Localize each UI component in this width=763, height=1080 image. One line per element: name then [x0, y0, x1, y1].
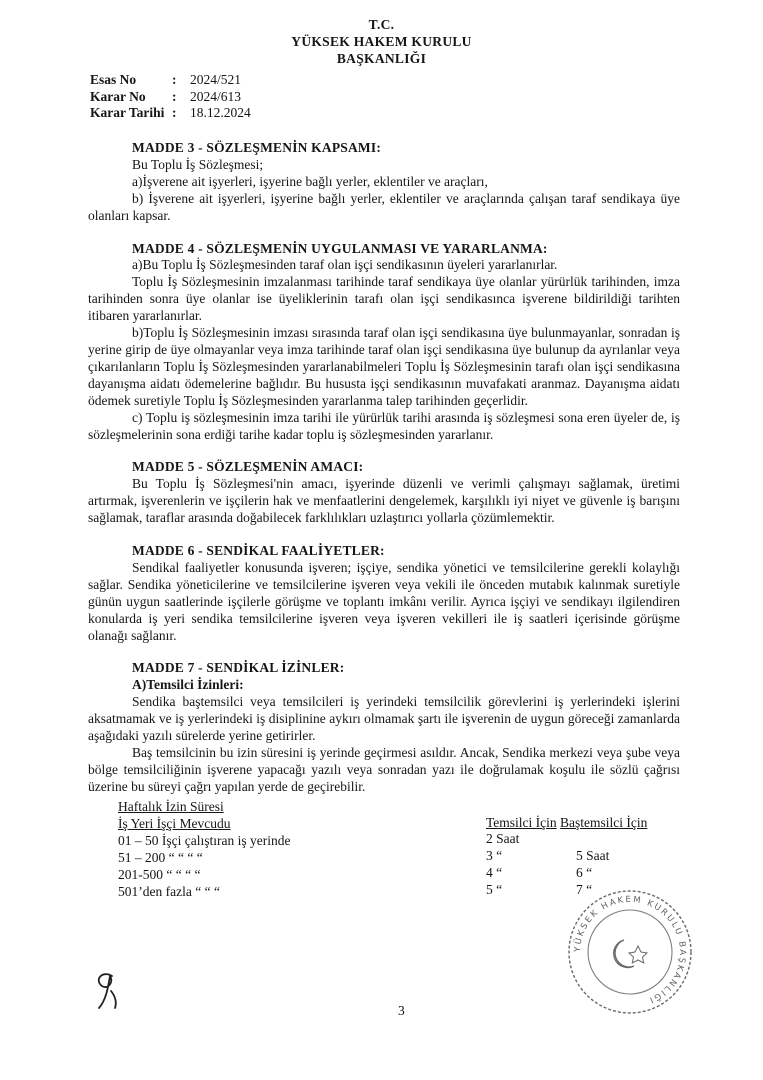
section-title: MADDE 4 - SÖZLEŞMENİN UYGULANMASI VE YARARLANMA: — [132, 240, 548, 256]
table-row-values — [486, 847, 666, 864]
meta-row-karar — [90, 89, 251, 106]
section-madde-6 — [88, 543, 680, 644]
bastemsilci-value: 6 “ — [576, 864, 593, 880]
bastemsilci-value: 7 “ — [576, 881, 593, 897]
section-madde-3 — [88, 140, 680, 225]
table-heading-weekly: Haftalık İzin Süresi — [118, 798, 224, 814]
official-seal-stamp — [566, 888, 694, 1016]
table-row-values — [486, 830, 666, 847]
table-row-values — [486, 864, 666, 881]
paragraph: b) İşverene ait işyerleri, işyerine bağlı yerler, eklentiler ve araçlarında çalışan taraf sendikaya üye olanları kapsar. — [88, 190, 680, 223]
temsilci-value: 2 Saat — [486, 830, 520, 846]
section-title: MADDE 6 - SENDİKAL FAALİYETLER: — [132, 543, 385, 559]
temsilci-value: 3 “ — [486, 847, 503, 863]
paragraph: Bu Toplu İş Sözleşmesi'nin amacı, işyerinde düzenli ve verimli çalışmayı sağlamak, üretimi artırmak, işverenlerin ve işçilerin hak ve menfaatlerini dengelemek, karşılıklı iyi niyet ve güvenle iş barışını sağlamak, taraflar arasında doğabilecek farklılıkları uzlaştırıcı yollarla çözümlemektir. — [88, 476, 680, 526]
table-heading-temsilci: Temsilci İçin — [486, 814, 557, 830]
section-title: MADDE 7 - SENDİKAL İZİNLER: — [132, 660, 345, 676]
paragraph: Toplu İş Sözleşmesinin imzalanması tarihinde taraf sendikaya üye olanlar yürürlük tarihinden, imza tarihinden sonra üye olanlar ise üyeliklerinin tarafı olan işçi sendikasınca işverene bildirildiği tarihten itibaren yararlanırlar. — [88, 274, 680, 324]
meta-row-esas — [90, 72, 251, 89]
header-line-baskanlik: BAŞKANLIĞI — [336, 51, 427, 66]
section-madde-7 — [88, 660, 680, 909]
table-row-label: 51 – 200 “ “ “ “ — [118, 849, 203, 865]
seal-text: YÜKSEK HAKEM KURULU BAŞKANLIĞI — [572, 894, 688, 1006]
tarih-label: Karar Tarihi — [90, 105, 165, 120]
svg-text:YÜKSEK HAKEM KURULU BAŞKANLIĞI — [573, 895, 688, 1005]
tarih-value: 18.12.2024 — [190, 105, 251, 120]
paragraph: a)Bu Toplu İş Sözleşmesinden taraf olan işçi sendikasının üyeleri yararlanırlar. — [132, 257, 558, 273]
karar-label: Karar No — [90, 88, 146, 104]
header-line-kurul: YÜKSEK HAKEM KURULU — [291, 34, 472, 49]
case-meta — [90, 72, 251, 122]
colon: : — [172, 88, 177, 104]
temsilci-value: 4 “ — [486, 864, 503, 880]
colon: : — [172, 72, 177, 87]
temsilci-value: 5 “ — [486, 881, 503, 897]
header-line-tc: T.C. — [368, 17, 395, 32]
subsection-title: A)Temsilci İzinleri: — [132, 677, 244, 693]
paragraph: Bu Toplu İş Sözleşmesi; — [132, 156, 264, 172]
esas-label: Esas No — [90, 72, 137, 87]
paragraph: Sendikal faaliyetler konusunda işveren; işçiye, sendika yönetici ve temsilcilerine gerekli kolaylığı sağlar. Sendika yöneticilerine ve temsilcilerine işveren veya vekili ile önceden mutabık kalınmak suretiyle günün uygun saatlerinde işçilerle görüşme ve toplantı imkânı verilir. Ayrıca işçiyi ve sendikayı ilgilendiren konularda iş yeri sendika temsilcilerine işveren veya işveren vekilleri ile iş saatleri içerisinde görüşme olanağı sağlanır. — [88, 559, 680, 643]
table-heading-workers: İş Yeri İşçi Mevcudu — [118, 815, 231, 831]
document-body — [88, 140, 680, 910]
karar-value: 2024/613 — [190, 88, 242, 104]
page-number: 3 — [398, 1003, 405, 1018]
paragraph: b)Toplu İş Sözleşmesinin imzası sırasında taraf olan işçi sendikasına üye bulunmayanlar, sonradan iş yerine girip de üye olmayanlar veya imza tarihinde taraf olan işçi sendikasına üye bulunup da ayrılanlar veya çıkarılanların Toplu İş Sözleşmesinden yararlanabilmeleri Toplu İş Sözleşmesinin tarafı olan işçi sendikasına dayanışma aidatı ödemelerine bağlıdır. Bu hususta işçi sendikasının muvafakati aranmaz. Dayanışma aidatı ödemek suretiyle Toplu İş Sözleşmesinden yararlanma talep tarihinden geçerlidir. — [88, 325, 680, 408]
paragraph: c) Toplu iş sözleşmesinin imza tarihi ile yürürlük tarihi arasında iş sözleşmesi sona eren üyeler de, iş sözleşmelerinin sona erdiği tarihe kadar toplu iş sözleşmesinden yararlanır. — [88, 409, 680, 442]
section-madde-4 — [88, 241, 680, 444]
section-title: MADDE 5 - SÖZLEŞMENİN AMACI: — [132, 459, 364, 475]
document-header — [0, 16, 763, 67]
bastemsilci-value: 5 Saat — [576, 847, 610, 863]
table-row-label: 01 – 50 İşçi çalıştıran iş yerinde — [118, 832, 291, 848]
table-heading-bastemsilci: Baştemsilci İçin — [560, 814, 648, 830]
leave-table-col-headers — [486, 814, 666, 831]
section-madde-5 — [88, 459, 680, 527]
paragraph: a)İşverene ait işyerleri, işyerine bağlı yerler, eklentiler ve araçları, — [132, 173, 488, 189]
leave-table-labels — [118, 798, 290, 900]
colon: : — [172, 105, 177, 120]
esas-value: 2024/521 — [190, 72, 242, 87]
section-title: MADDE 3 - SÖZLEŞMENİN KAPSAMI: — [132, 140, 382, 155]
paragraph: Sendika baştemsilci veya temsilcileri iş yerindeki temsilcilik görevlerini iş yerlerindeki işlerini aksatmamak ve iş yerlerindeki iş disiplinine aykırı olmamak şartı ile işverenin de uygun göreceği zamanlarda aşağıdaki yazılı sürelerde yerine getirirler. — [88, 694, 680, 744]
paragraph: Baş temsilcinin bu izin süresini iş yerinde geçirmesi asıldır. Ancak, Sendika merkezi veya şube veya bölge temsilciliğinin işverene yapacağı yazılı veya sonradan yazı ile doğrulamak koşulu ile sözlü çağrısı üzerine bu süreyi çağrı yapılan yerde de geçirebilir. — [88, 745, 680, 794]
table-row-label: 501’den fazla “ “ “ — [118, 883, 220, 899]
handwritten-initial-mark — [90, 966, 124, 1012]
table-row-label: 201-500 “ “ “ “ — [118, 866, 201, 882]
meta-row-tarih — [90, 105, 251, 122]
